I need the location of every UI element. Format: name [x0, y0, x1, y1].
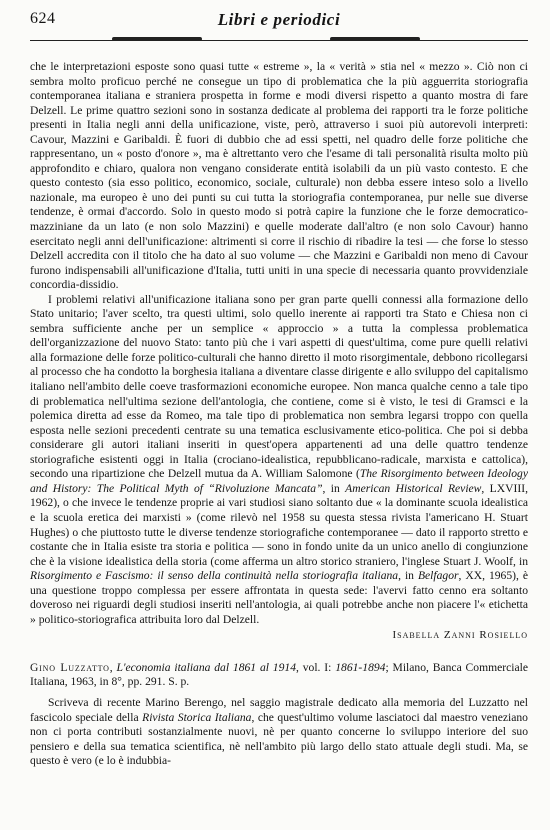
paragraph-text: , in — [322, 481, 346, 495]
cited-journal-title: American Historical Review — [345, 481, 482, 495]
cited-journal-title: Rivista Storica Italiana — [142, 710, 252, 724]
review-paragraph — [30, 696, 528, 769]
review-details: ; Milano, Banca Commerciale Italiana, 1963, in 8°, pp. 291. S. p. — [30, 660, 529, 689]
paragraph-text: Scriveva di recente Marino Berengo, nel saggio magistrale dedicato alla memoria del Luzzatto nel fascicolo speciale della — [30, 695, 528, 724]
page-body — [30, 60, 528, 769]
review-volume-range: 1861-1894 — [335, 660, 386, 674]
paragraph-text: , LXVIII, 1962), o che invece le tendenze proprie ai vari studiosi siano soltanto due « la dominante scuola idealistica e la scuola eretica dei marxisti » (come rilevò nel 1958 su questa stessa rivista l'americano H. Stuart Hughes) o che piuttosto tutte le diverse tendenze storiografiche contemporanee — dato il rapporto stretto e costante che in Italia esiste tra storia e politica — sono in fondo unite da un unico anello di congiunzione che è la visione idealistica della storia (come afferma un altro storico straniero, l'inglese Stuart J. Woolf, in — [30, 481, 528, 568]
cited-article-title: Risorgimento e Fascismo: il senso della continuità nella storiografia italiana — [30, 569, 399, 583]
review-author: Gino Luzzatto — [30, 660, 110, 674]
paragraph-continued: che le interpretazioni esposte sono quasi tutte « estreme », la « verità » stia nel « mezzo ». Ciò non ci sembra molto proficuo perché ne consegue un tipo di problematica che la più agguerrita storiografia contemporanea italiana e straniera prospetta in forme e modi diversi rispetto a quanto mostra di fare Delzell. Le prime quattro sezioni sono in sostanza dedicate al problema dei rapporti tra le forze politiche presenti in Italia negli anni della unificazione, viste, però, attraverso i suoi più autorevoli interpreti: Cavour, Mazzini e Garibaldi. È fuori di dubbio che ad essi spetti, nel quadro delle forze politiche che rappresentano, un « posto d'onore », ma è altrettanto vero che l'esame di tali personalità risulta molto più approfondito e chiaro, qualora non vengano considerate entità isolabili da un più vasto contesto. E che questo contesto (sia esso politico, economico, sociale, culturale) non debba essere inteso solo a livello nazionale, ma europeo è uno dei punti su cui tutta la storiografia contemporanea, pur nelle sue diverse tendenze, è ormai d'accordo. Solo in questo modo si potrà capire la funzione che le forze democratico-mazziniane da un lato (e non solo Mazzini) e quelle moderate dall'altro (e non solo Cavour) hanno esercitato negli anni dell'unificazione: altrimenti si corre il rischio di ribadire la tesi — che forse lo stesso Delzell accredita con il titolo che ha dato al suo volume — che Mazzini e Garibaldi non meno di Cavour furono indispensabili all'unificazione d'Italia, tutti uniti in una specie di necessaria quanto provvidenziale concordia-dissidio. — [30, 60, 528, 292]
review-signature: Isabella Zanni Rosiello — [392, 629, 528, 642]
review-heading: Gino Luzzatto, L'economia italiana dal 1861 al 1914, vol. I: 1861-1894; Milano, Banca Commerciale Italiana, 1963, in 8°, pp. 291. S. p. — [30, 660, 529, 689]
header-rule-ornament-left — [112, 37, 202, 41]
running-header — [30, 10, 528, 46]
running-title: Libri e periodici — [217, 10, 341, 29]
header-rule — [30, 40, 528, 41]
review-book-title: L'economia italiana dal 1861 al 1914 — [116, 660, 296, 674]
paragraph-text: , XX, 1965), è una questione troppo complessa per essere affrontata in questa sede: l'avervi fatto cenno era soltanto doveroso nei riguardi degli studiosi inseriti nell'antologia, ai quali potrebbe anche non piacere l'« etichetta » politico-storiografica attribuita loro dal Delzell. — [30, 569, 528, 626]
review-details: , vol. I: — [296, 660, 336, 674]
paragraph-unification-problems — [30, 293, 528, 628]
header-rule-ornament-right — [330, 37, 420, 41]
cited-article-title: The Risorgimento between Ideology and History: The Political Myth of “Rivoluzione Mancata” — [30, 467, 528, 495]
paragraph-text: , in — [398, 569, 418, 583]
paragraph-text: I problemi relativi all'unificazione italiana sono per gran parte quelli connessi alla formazione dello Stato unitario; l'aver scelto, tra questi ultimi, solo quello inerente ai rapporti tra Stato e Chiesa non ci sembra sufficiente anche per un semplice « approccio » a tutta la complessa problematica dell'organizzazione del nuovo Stato: tanto più che i vari aspetti di quest'ultima, come pure quelli relativi alla formazione delle forze politico-culturali che hanno diretto il moto risorgimentale, debbono ricollegarsi al processo che ha condotto la borghesia italiana a diventare classe dirigente e allo sviluppo del capitalismo italiano nell'ambito delle coeve trasformazioni economiche europee. Non manca qualche cenno a tale tipo di problematica nell'ultima sezione dell'antologia, che contiene, come si è visto, le tesi di Gramsci e la polemica diretta ad esse da Romeo, ma tale tipo di problematica non sembra legarsi troppo con quella esposta nelle sezioni precedenti centrate su una tematica esclusivamente etico-politica. Che poi si debba considerare gli autori italiani inseriti in quest'opera appartenenti ad una delle quattro tendenze storiografiche esistenti oggi in Italia (crociano-idealistica, repubblicano-radicale, marxista e cattolica), secondo una ripartizione che Delzell mutua da A. William Salomone ( — [30, 292, 528, 481]
cited-journal-title: Belfagor — [417, 569, 459, 583]
page-number: 624 — [30, 10, 56, 27]
paragraph-text: , che quest'ultimo volume lasciatoci dal maestro veneziano non ci porta contributi sostanzialmente nuovi, nè per quanto concerne lo sviluppo interiore del suo pensiero e della sua tematica scientifica, nè nell'ambito più largo dello stato attuale degli studi. Ma, se questo è vero (e lo è indubbia- — [30, 710, 528, 768]
